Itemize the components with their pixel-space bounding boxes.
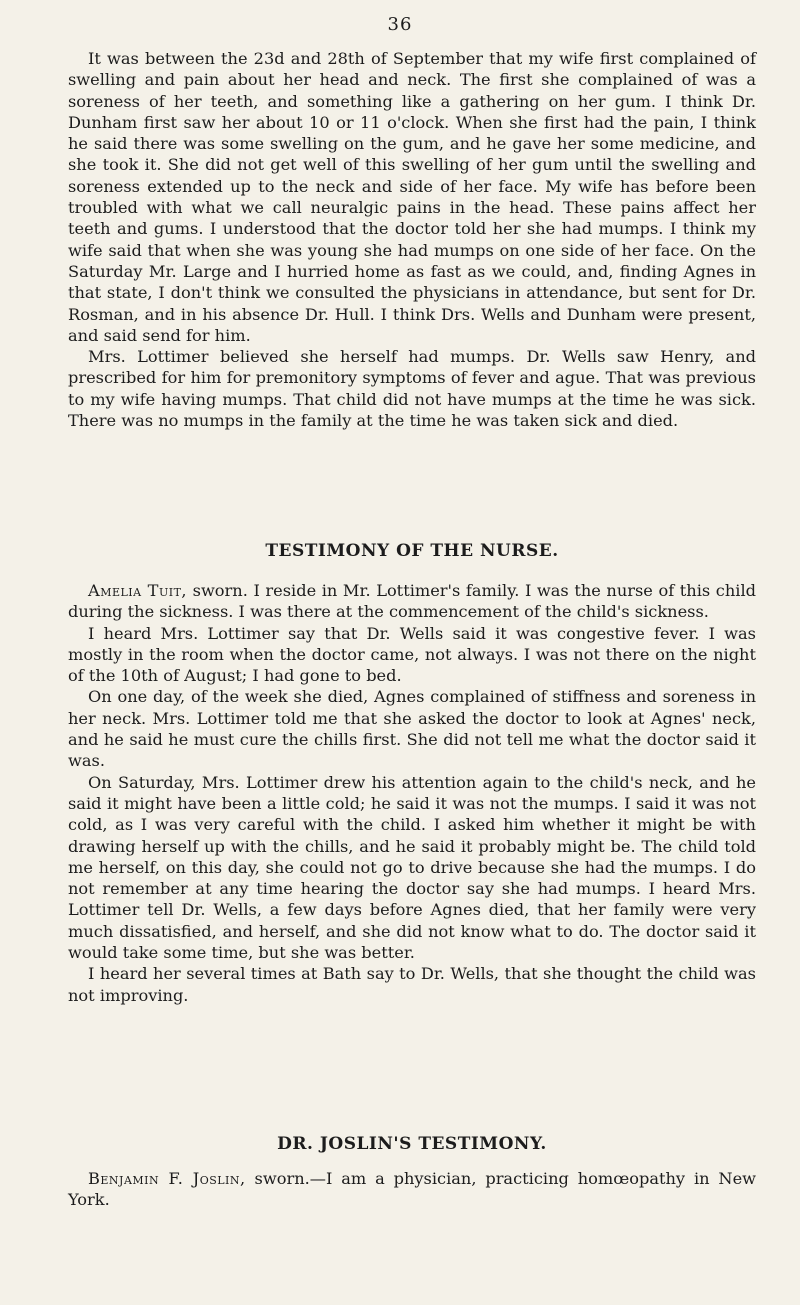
intro-paragraph-2: Mrs. Lottimer believed she herself had mumps. Dr. Wells saw Henry, and prescribed for him for premonitory symptoms of fever and ague. That was previous to my wife having mumps. That child did not have mumps at the time he was sick. There was no mumps in the family at the time he was taken sick and died. — [68, 347, 756, 431]
nurse-paragraph-2: I heard Mrs. Lottimer say that Dr. Wells said it was congestive fever. I was mostly in the room when the doctor came, not always. I was not there on the night of the 10th of August; I had gone to bed. — [68, 623, 756, 686]
nurse-section — [68, 541, 756, 561]
nurse-paragraph-4: On Saturday, Mrs. Lottimer drew his attention again to the child's neck, and he said it might have been a little cold; he said it was not the mumps. I said it was not cold, as I was very careful with the child. I asked him whether it might be with drawing herself up with the chills, and he said it probably might be. The child told me herself, on this day, she could not go to drive because she had the mumps. I do not remember at any time hearing the doctor say she had mumps. I heard Mrs. Lottimer tell Dr. Wells, a few days before Agnes died, that her family were very much dissatisfied, and herself, and she did not know what to do. The doctor said it would take some time, but she was better. — [68, 772, 756, 963]
witness-name-nurse: Amelia Tuit, — [88, 581, 188, 600]
nurse-paragraph-5: I heard her several times at Bath say to Dr. Wells, that she thought the child was not improving. — [68, 964, 756, 1005]
joslin-testimony — [68, 1168, 756, 1211]
intro-paragraph-1: It was between the 23d and 28th of September that my wife first complained of swelling and pain about her head and neck. The first she complained of was a soreness of her teeth, and something like a gathering on her gum. I think Dr. Dunham first saw her about 10 or 11 o'clock. When she first had the pain, I think he said there was some swelling on the gum, and he gave her some medicine, and she took it. She did not get well of this swelling of her gum until the swelling and soreness extended up to the neck and side of her face. My wife has before been troubled with what we call neuralgic pains in the head. These pains affect her teeth and gums. I understood that the doctor told her she had mumps. I think my wife said that when she was young she had mumps on one side of her face. On the Saturday Mr. Large and I hurried home as fast as we could, and, finding Agnes in that state, I don't think we consulted the physicians in attendance, but sent for Dr. Rosman, and in his absence Dr. Hull. I think Drs. Wells and Dunham were present, and said send for him. — [68, 49, 756, 345]
page-number: 36 — [387, 14, 413, 35]
nurse-paragraph-3: On one day, of the week she died, Agnes complained of stiffness and soreness in her neck. Mrs. Lottimer told me that she asked the doctor to look at Agnes' neck, and he said he must cure the chills first. She did not tell me what the doctor said it was. — [68, 687, 756, 771]
body-text — [68, 48, 756, 431]
nurse-paragraph-1-text: sworn. I reside in Mr. Lottimer's family. I was the nurse of this child during the sickness. I was there at the commencement of the child's sickness. — [68, 581, 756, 622]
nurse-paragraph-1 — [68, 580, 756, 623]
joslin-section — [68, 1134, 756, 1154]
nurse-testimony — [68, 580, 756, 1006]
joslin-paragraph-1-text: sworn.—I am a physician, practicing homœopathy in New York. — [68, 1169, 757, 1210]
witness-name-joslin: Benjamin F. Joslin, — [88, 1169, 246, 1188]
joslin-paragraph-1 — [68, 1168, 756, 1211]
section-heading-joslin: DR. JOSLIN'S TESTIMONY. — [277, 1134, 547, 1154]
section-heading-nurse: TESTIMONY OF THE NURSE. — [265, 541, 559, 561]
